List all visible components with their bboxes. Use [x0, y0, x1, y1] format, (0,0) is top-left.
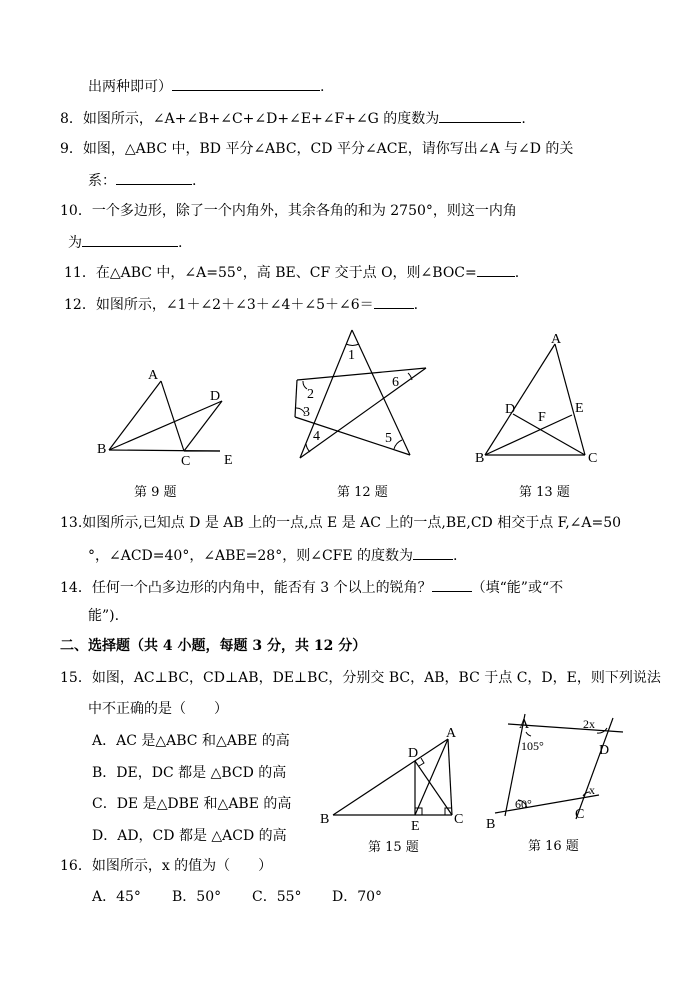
question-15-line2: 中不正确的是（ ）: [88, 701, 228, 717]
question-15-line1: 15．如图，AC⊥BC，CD⊥AB，DE⊥BC，分别交 BC，AB，BC 于点 C，D，E，则下列说法: [60, 670, 661, 686]
question-10-line2: 为 .: [68, 232, 182, 253]
label-2: 2: [307, 387, 314, 402]
question-9-line1: 9．如图，△ABC 中，BD 平分∠ABC，CD 平分∠ACE，请你写出∠A 与∠D 的关: [60, 141, 574, 157]
label-B: B: [475, 451, 485, 466]
label-60: 60°: [515, 797, 532, 811]
label-2x: 2x: [583, 717, 595, 731]
label-C: C: [454, 812, 464, 827]
question-12: 12．如图所示，∠1＋∠2＋∠3＋∠4＋∠5＋∠6＝ .: [64, 294, 418, 315]
label-B: B: [320, 812, 330, 827]
label-C: C: [588, 451, 598, 466]
label-D: D: [408, 746, 419, 761]
figure-13: [470, 332, 610, 466]
option-16-a[interactable]: A．45°: [92, 889, 141, 905]
answer-blank[interactable]: [477, 262, 515, 277]
label-D: D: [505, 402, 516, 417]
figure-9: [92, 365, 242, 475]
label-6: 6: [392, 375, 399, 390]
option-15-c[interactable]: C．DE 是△DBE 和△ABE 的高: [92, 796, 292, 812]
answer-blank[interactable]: [116, 170, 192, 185]
label-4: 4: [313, 429, 320, 444]
label-5: 5: [385, 431, 392, 446]
label-E: E: [575, 401, 584, 416]
figure-15-caption: 第 15 题: [368, 840, 419, 855]
label-x: x: [589, 783, 595, 797]
label-D: D: [599, 743, 610, 758]
label-D: D: [210, 389, 221, 404]
question-11: 11．在△ABC 中，∠A=55°，高 BE、CF 交于点 O，则∠BOC= .: [64, 262, 519, 283]
label-A: A: [148, 368, 159, 383]
label-A: A: [551, 332, 562, 347]
label-F: F: [538, 410, 546, 425]
label-E: E: [411, 819, 420, 834]
answer-blank[interactable]: [374, 294, 414, 309]
question-14-line2: 能”).: [88, 608, 120, 624]
label-B: B: [97, 442, 107, 457]
q7-tail: 出两种即可） .: [88, 76, 324, 97]
figure-9-caption: 第 9 题: [134, 485, 177, 500]
option-16-c[interactable]: C．55°: [252, 889, 302, 905]
label-1: 1: [348, 348, 355, 363]
figure-15: [318, 722, 468, 834]
option-16-d[interactable]: D．70°: [332, 889, 383, 905]
label-105: 105°: [521, 739, 544, 753]
section-heading: 二、选择题（共 4 小题，每题 3 分，共 12 分）: [60, 638, 367, 654]
figure-13-caption: 第 13 题: [519, 485, 570, 500]
option-15-d[interactable]: D．AD，CD 都是 △ACD 的高: [92, 828, 287, 844]
answer-blank[interactable]: [82, 232, 178, 247]
label-A: A: [446, 726, 457, 741]
label-A: A: [519, 717, 530, 732]
question-10-line1: 10．一个多边形，除了一个内角外，其余各角的和为 2750°，则这一内角: [60, 203, 517, 219]
figure-16-caption: 第 16 题: [528, 839, 579, 854]
option-15-a[interactable]: A．AC 是△ABC 和△ABE 的高: [92, 733, 290, 749]
label-3: 3: [303, 405, 310, 420]
figure-12: [288, 328, 434, 464]
label-C: C: [575, 807, 585, 822]
answer-blank[interactable]: [172, 76, 320, 91]
figure-12-caption: 第 12 题: [337, 485, 388, 500]
answer-blank[interactable]: [439, 108, 521, 123]
answer-blank[interactable]: [413, 545, 453, 560]
label-C: C: [181, 454, 191, 469]
question-16: 16．如图所示，x 的值为（ ）: [60, 858, 273, 874]
question-13-line1: 13.如图所示,已知点 D 是 AB 上的一点,点 E 是 AC 上的一点,BE,CD 相交于点 F,∠A=50: [60, 515, 622, 531]
label-E: E: [224, 453, 233, 468]
option-15-b[interactable]: B．DE，DC 都是 △BCD 的高: [92, 765, 287, 781]
label-B: B: [486, 817, 496, 832]
answer-blank[interactable]: [432, 577, 472, 592]
option-16-b[interactable]: B．50°: [172, 889, 222, 905]
question-9-line2: 系： .: [88, 170, 196, 191]
question-8: 8．如图所示，∠A+∠B+∠C+∠D+∠E+∠F+∠G 的度数为 .: [60, 108, 526, 129]
figure-16: [483, 712, 633, 832]
question-13-line2: °，∠ACD=40°，∠ABE=28°，则∠CFE 的度数为 .: [88, 545, 458, 566]
question-14-line1: 14．任何一个凸多边形的内角中，能否有 3 个以上的锐角？ （填“能”或“不: [60, 577, 563, 598]
